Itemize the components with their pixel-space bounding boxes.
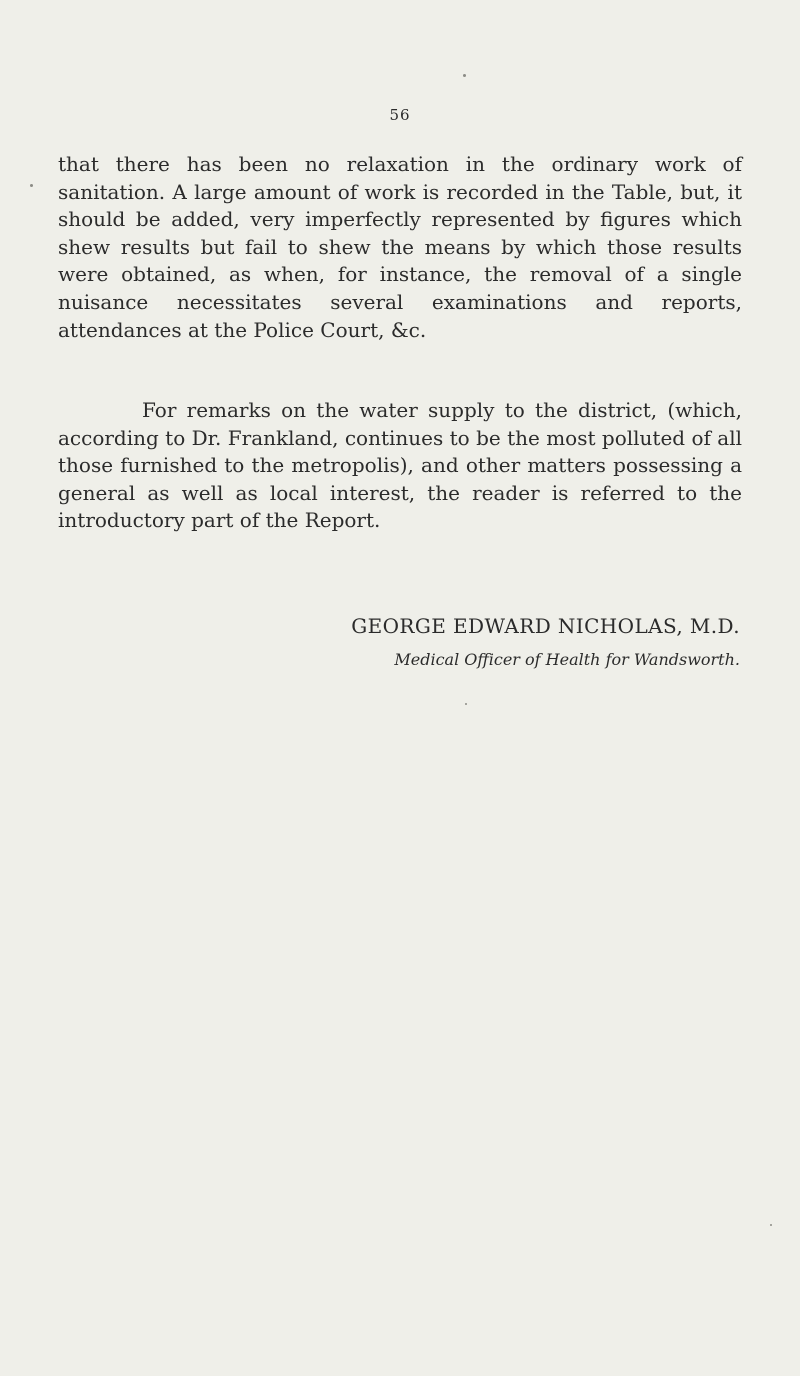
paper-speck [770, 1224, 772, 1226]
paper-speck [463, 74, 466, 77]
page-number: 56 [389, 106, 411, 124]
signature-title: Medical Officer of Health for Wandsworth. [394, 650, 740, 669]
paper-speck [30, 184, 33, 187]
paragraph-sanitation: that there has been no relaxation in the ordinary work of sanitation. A large amount of work is recorded in the Table, but, it should be added, very imperfectly represented by figures which shew results but fail to shew the means by which those results were obtained, as when, for instance, the removal of a single nuisance necessitates several examinations and reports, attendances at the Police Court, &c. [58, 152, 742, 342]
signature-name: GEORGE EDWARD NICHOLAS, M.D. [351, 614, 740, 638]
paper-speck [465, 703, 467, 705]
paragraph-water-supply: For remarks on the water supply to the district, (which, according to Dr. Frankland, continues to be the most polluted of all those furnished to the metropolis), and other matters possessing a general as well as local interest, the reader is referred to the introductory part of the Report. [58, 398, 742, 533]
